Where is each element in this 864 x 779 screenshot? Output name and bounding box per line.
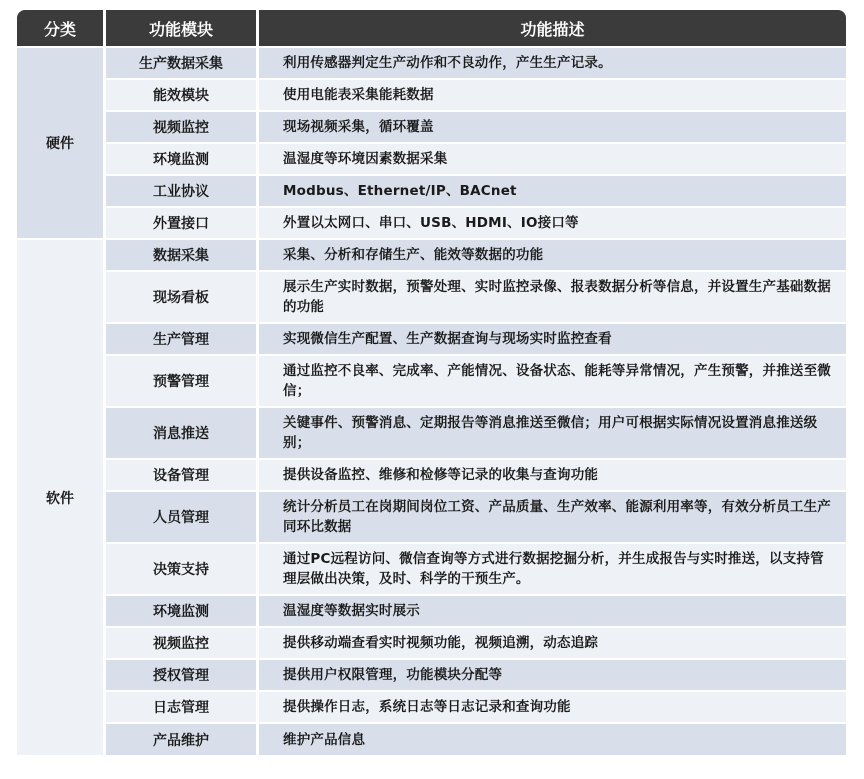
description-cell: 关键事件、预警消息、定期报告等消息推送至微信；用户可根据实际情况设置消息推送级别； (259, 408, 846, 458)
description-cell: 提供用户权限管理，功能模块分配等 (259, 660, 846, 690)
module-cell: 视频监控 (106, 112, 256, 142)
category-hardware: 硬件 (17, 48, 103, 238)
description-cell: 利用传感器判定生产动作和不良动作，产生生产记录。 (259, 48, 846, 78)
module-cell: 现场看板 (106, 272, 256, 322)
module-cell: 能效模块 (106, 80, 256, 110)
module-cell: 外置接口 (106, 208, 256, 238)
description-cell: 维护产品信息 (259, 724, 846, 755)
module-cell: 视频监控 (106, 628, 256, 658)
module-cell: 数据采集 (106, 240, 256, 270)
module-cell: 授权管理 (106, 660, 256, 690)
module-cell: 日志管理 (106, 692, 256, 722)
description-cell: 温湿度等数据实时展示 (259, 596, 846, 626)
module-cell: 决策支持 (106, 544, 256, 594)
description-cell: 采集、分析和存储生产、能效等数据的功能 (259, 240, 846, 270)
description-cell: 温湿度等环境因素数据采集 (259, 144, 846, 174)
header-description: 功能描述 (259, 10, 846, 46)
header-category: 分类 (17, 10, 103, 46)
description-cell: 外置以太网口、串口、USB、HDMI、IO接口等 (259, 208, 846, 238)
header-module: 功能模块 (106, 10, 256, 46)
module-cell: 预警管理 (106, 356, 256, 406)
module-cell: 消息推送 (106, 408, 256, 458)
description-cell: 使用电能表采集能耗数据 (259, 80, 846, 110)
description-cell: 提供操作日志，系统日志等日志记录和查询功能 (259, 692, 846, 722)
description-cell: 提供设备监控、维修和检修等记录的收集与查询功能 (259, 460, 846, 490)
module-cell: 环境监测 (106, 596, 256, 626)
module-cell: 人员管理 (106, 492, 256, 542)
module-cell: 产品维护 (106, 724, 256, 755)
module-cell: 环境监测 (106, 144, 256, 174)
description-cell: 通过监控不良率、完成率、产能情况、设备状态、能耗等异常情况，产生预警，并推送至微信； (259, 356, 846, 406)
description-cell: Modbus、Ethernet/IP、BACnet (259, 176, 846, 206)
module-cell: 设备管理 (106, 460, 256, 490)
description-cell: 提供移动端查看实时视频功能，视频追溯，动态追踪 (259, 628, 846, 658)
module-cell: 生产管理 (106, 324, 256, 354)
description-cell: 实现微信生产配置、生产数据查询与现场实时监控查看 (259, 324, 846, 354)
description-cell: 现场视频采集，循环覆盖 (259, 112, 846, 142)
function-table (17, 10, 840, 755)
category-software: 软件 (17, 240, 103, 755)
description-cell: 统计分析员工在岗期间岗位工资、产品质量、生产效率、能源利用率等，有效分析员工生产同环比数据 (259, 492, 846, 542)
module-cell: 生产数据采集 (106, 48, 256, 78)
description-cell: 展示生产实时数据，预警处理、实时监控录像、报表数据分析等信息，并设置生产基础数据的功能 (259, 272, 846, 322)
module-cell: 工业协议 (106, 176, 256, 206)
description-cell: 通过PC远程访问、微信查询等方式进行数据挖掘分析，并生成报告与实时推送，以支持管理层做出决策，及时、科学的干预生产。 (259, 544, 846, 594)
